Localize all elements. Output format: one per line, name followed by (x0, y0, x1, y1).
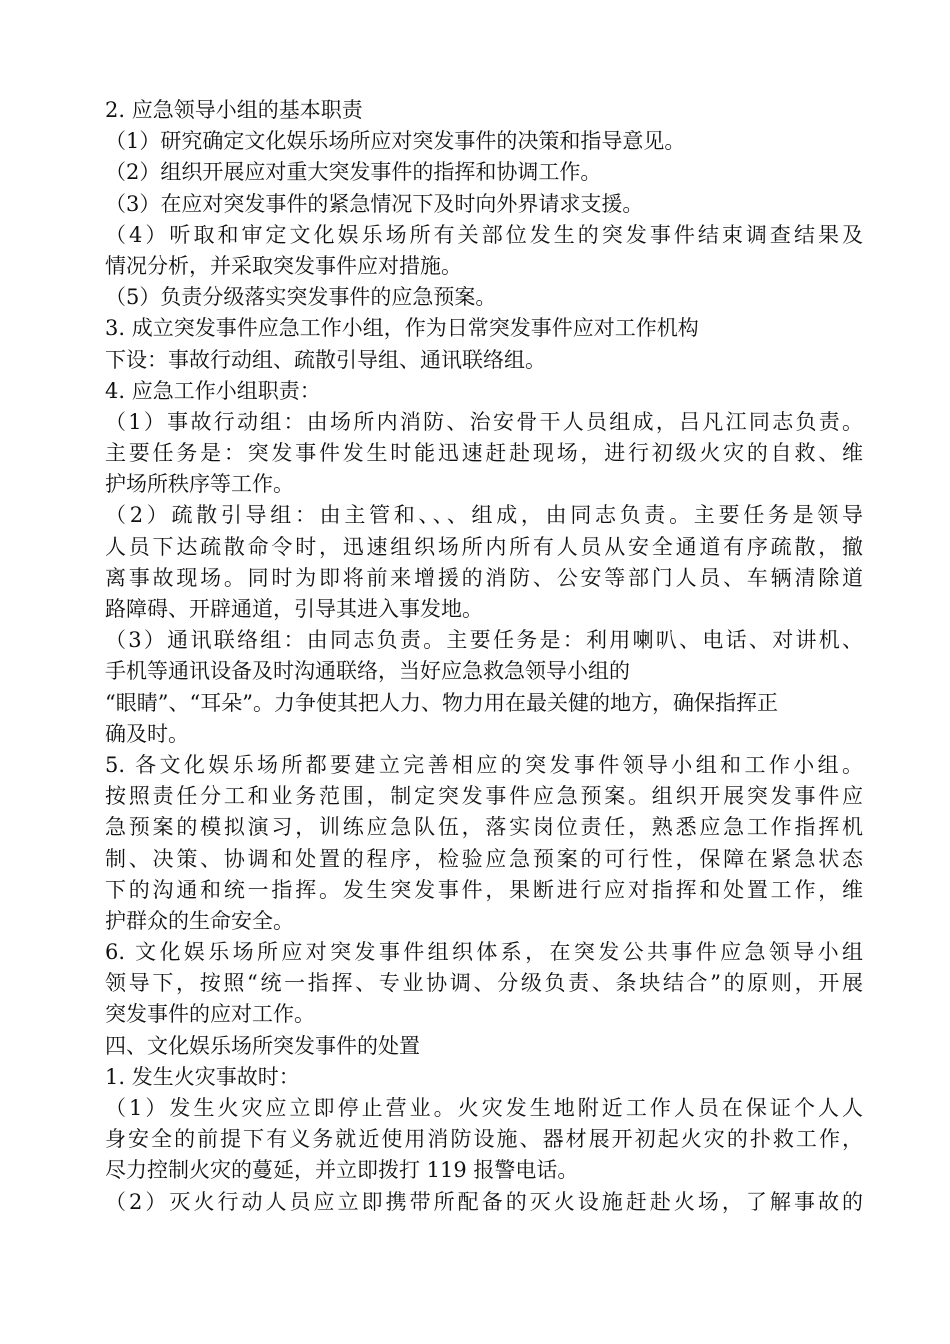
text-line: 按照责任分工和业务范围，制定突发事件应急预案。组织开展突发事件应 (105, 784, 863, 809)
text-line: （2）疏散引导组：由主管和、、、组成，由同志负责。主要任务是领导 (105, 503, 863, 528)
text-line: 四、文化娱乐场所突发事件的处置 (105, 1033, 420, 1058)
text-line: 主要任务是：突发事件发生时能迅速赶赴现场，进行初级火灾的自救、维 (105, 441, 863, 466)
text-line: 尽力控制火灾的蔓延，并立即拨打 119 报警电话。 (105, 1158, 579, 1183)
text-line: 1. 发生火灾事故时： (105, 1064, 300, 1089)
text-line: 3. 成立突发事件应急工作小组，作为日常突发事件应对工作机构 (105, 316, 699, 341)
text-line: 5. 各文化娱乐场所都要建立完善相应的突发事件领导小组和工作小组。 (105, 752, 863, 777)
text-line: （3）在应对突发事件的紧急情况下及时向外界请求支援。 (105, 191, 644, 216)
text-line: 2. 应急领导小组的基本职责 (105, 98, 363, 122)
text-line: （1）发生火灾应立即停止营业。火灾发生地附近工作人员在保证个人人 (105, 1096, 863, 1120)
text-line: 手机等通讯设备及时沟通联络，当好应急救急领导小组的 (105, 659, 630, 684)
text-line: 确及时。 (105, 721, 189, 746)
text-line: 人员下达疏散命令时，迅速组织场所内所有人员从安全通道有序疏散，撤 (105, 534, 863, 559)
text-line: “眼睛”、“耳朵”。力争使其把人力、物力用在最关健的地方，确保指挥正 (105, 690, 778, 715)
text-line: 4. 应急工作小组职责： (105, 378, 321, 403)
text-line: 领导下，按照“统一指挥、专业协调、分级负责、条块结合”的原则，开展 (105, 971, 863, 996)
text-line: 制、决策、协调和处置的程序，检验应急预案的可行性，保障在紧急状态 (105, 846, 863, 871)
text-line: 6. 文化娱乐场所应对突发事件组织体系，在突发公共事件应急领导小组 (105, 940, 863, 965)
text-line: （1）研究确定文化娱乐场所应对突发事件的决策和指导意见。 (105, 129, 686, 154)
text-line: 离事故现场。同时为即将前来增援的消防、公安等部门人员、车辆清除道 (105, 565, 863, 590)
text-line: （5）负责分级落实突发事件的应急预案。 (105, 285, 497, 310)
text-line: （2）组织开展应对重大突发事件的指挥和协调工作。 (105, 160, 602, 185)
text-line: 突发事件的应对工作。 (105, 1002, 315, 1027)
text-line: 路障碍、开辟通道，引导其进入事发地。 (105, 597, 483, 621)
text-line: 急预案的模拟演习，训练应急队伍，落实岗位责任，熟悉应急工作指挥机 (105, 815, 863, 840)
text-line: 情况分析，并采取突发事件应对措施。 (105, 253, 462, 278)
text-line: （4）听取和审定文化娱乐场所有关部位发生的突发事件结束调查结果及 (105, 222, 863, 247)
text-line: 身安全的前提下有义务就近使用消防设施、器材展开初起火灾的扑救工作， (105, 1127, 863, 1152)
text-line: 下的沟通和统一指挥。发生突发事件，果断进行应对指挥和处置工作，维 (105, 877, 863, 902)
text-line: （3）通讯联络组：由同志负责。主要任务是：利用喇叭、电话、对讲机、 (105, 628, 863, 653)
text-line: 护群众的生命安全。 (105, 908, 294, 933)
text-line: （2）灭火行动人员应立即携带所配备的灭火设施赶赴火场，了解事故的 (105, 1189, 863, 1214)
text-line: （1）事故行动组：由场所内消防、治安骨干人员组成，吕凡江同志负责。 (105, 409, 863, 434)
text-line: 护场所秩序等工作。 (105, 472, 294, 497)
text-line: 下设：事故行动组、疏散引导组、通讯联络组。 (105, 347, 546, 372)
document-body (105, 95, 863, 1218)
